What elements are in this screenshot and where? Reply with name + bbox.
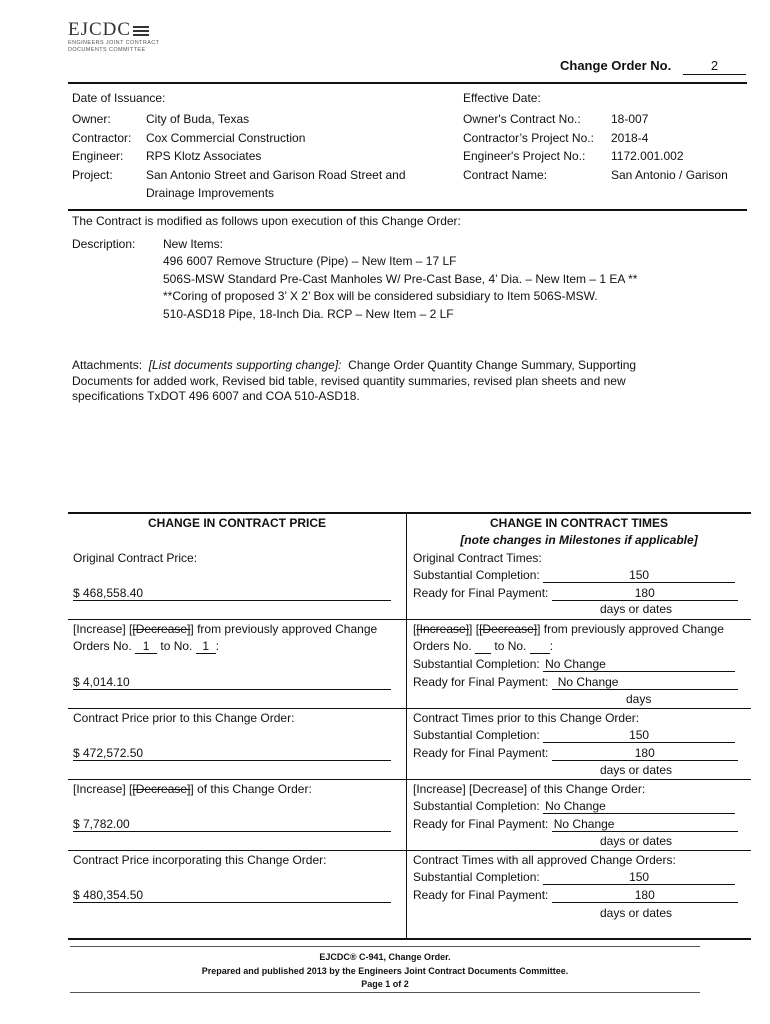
times-prev-days: days bbox=[626, 692, 652, 706]
milestones-note: [note changes in Milestones if applicable] bbox=[460, 533, 698, 547]
times-prev-substantial-value: No Change bbox=[543, 657, 735, 672]
contract-name-value: San Antonio / Garison bbox=[611, 168, 728, 182]
times-this-decrease: [Decrease] bbox=[469, 782, 528, 796]
contract-price-heading: CHANGE IN CONTRACT PRICE bbox=[147, 516, 326, 530]
times-orig-days-or-dates: days or dates bbox=[600, 602, 673, 616]
price-incorporating-underline bbox=[73, 902, 391, 903]
price-prev-change-line: [Increase] [[Decrease]] from previously approved Change bbox=[73, 622, 378, 636]
times-this-substantial-label: Substantial Completion: bbox=[413, 799, 540, 813]
times-this-final-value: No Change bbox=[552, 817, 738, 832]
description-line-4: **Coring of proposed 3’ X 2’ Box will be considered subsidiary to Item 506S-MSW. bbox=[163, 289, 598, 303]
table-row-separator-1 bbox=[68, 619, 751, 620]
times-prior-final-value: 180 bbox=[552, 746, 738, 761]
times-orig-final-value: 180 bbox=[552, 586, 738, 601]
price-this-change-line: [Increase] [[Decrease]] of this Change Order: bbox=[73, 782, 312, 796]
attachments-hint: [List documents supporting change]: bbox=[148, 358, 342, 372]
attachments-label: Attachments: bbox=[72, 358, 143, 372]
times-prior-days-or-dates: days or dates bbox=[600, 763, 673, 777]
project-label: Project: bbox=[72, 168, 113, 182]
times-this-label: of this Change Order: bbox=[530, 782, 646, 796]
original-price-label: Original Contract Price: bbox=[73, 551, 198, 565]
times-prior-final-row bbox=[413, 745, 738, 761]
times-prev-increase: [Increase] bbox=[416, 622, 470, 636]
original-price-underline bbox=[73, 600, 391, 601]
times-with-substantial-label: Substantial Completion: bbox=[413, 870, 540, 884]
times-orders-to bbox=[530, 639, 550, 654]
footer-line-1: EJCDC® C-941, Change Order. bbox=[319, 952, 451, 962]
price-this-increase: [Increase] bbox=[73, 782, 126, 796]
description-label: Description: bbox=[72, 237, 136, 251]
change-table-top-rule bbox=[68, 512, 751, 514]
times-prev-final-value: No Change bbox=[552, 675, 738, 690]
ejcdc-logo bbox=[68, 20, 159, 54]
description-line-3: 506S-MSW Standard Pre-Cast Manholes W/ Pre-Cast Base, 4’ Dia. – New Item – 1 EA ** bbox=[163, 272, 638, 286]
times-orig-substantial-label: Substantial Completion: bbox=[413, 568, 540, 582]
times-with-final-value: 180 bbox=[552, 888, 738, 903]
logo-bars-icon bbox=[133, 24, 149, 38]
price-prior-label: Contract Price prior to this Change Order: bbox=[73, 711, 295, 725]
times-this-final-label: Ready for Final Payment: bbox=[413, 817, 549, 831]
times-this-increase: [Increase] bbox=[413, 782, 466, 796]
engineer-project-value: 1172.001.002 bbox=[611, 149, 684, 163]
price-this-decrease: [Decrease] bbox=[132, 782, 191, 796]
table-row-separator-4 bbox=[68, 850, 751, 851]
engineer-project-label: Engineer's Project No.: bbox=[463, 149, 586, 163]
times-original-label: Original Contract Times: bbox=[413, 551, 542, 565]
attachments-text-1: Change Order Quantity Change Summary, Supporting bbox=[348, 358, 637, 372]
times-orders-line: Orders No. to No. : bbox=[413, 639, 554, 653]
price-prev-text: from previously approved Change bbox=[197, 622, 378, 636]
change-table-bottom-rule bbox=[68, 938, 751, 940]
info-rule bbox=[68, 209, 747, 211]
price-orders-to-label: to No. bbox=[160, 639, 193, 653]
contract-modified-text: The Contract is modified as follows upon execution of this Change Order: bbox=[72, 214, 461, 228]
times-with-substantial-row bbox=[413, 869, 735, 885]
logo-sub1: ENGINEERS JOINT CONTRACT bbox=[68, 40, 160, 46]
price-orders-line: Orders No. 1 to No. 1 : bbox=[73, 639, 220, 653]
original-price-value: $ 468,558.40 bbox=[73, 586, 144, 600]
header-rule bbox=[68, 82, 747, 84]
times-this-substantial-row bbox=[413, 798, 735, 814]
contractor-label: Contractor: bbox=[72, 131, 132, 145]
times-prior-substantial-row bbox=[413, 727, 735, 743]
owner-contract-value: 18-007 bbox=[611, 112, 649, 126]
price-this-label: of this Change Order: bbox=[197, 782, 312, 796]
contractor-project-label: Contractor’s Project No.: bbox=[463, 131, 594, 145]
times-orig-final-label: Ready for Final Payment: bbox=[413, 586, 549, 600]
times-prev-decrease: [Decrease] bbox=[479, 622, 538, 636]
change-order-number: 2 bbox=[683, 58, 746, 75]
times-prev-final-row bbox=[413, 674, 738, 690]
engineer-value: RPS Klotz Associates bbox=[146, 149, 262, 163]
times-with-final-row bbox=[413, 887, 738, 903]
project-value-line2: Drainage Improvements bbox=[146, 186, 275, 200]
effective-date-label: Effective Date: bbox=[463, 91, 541, 105]
date-of-issuance-label: Date of Issuance: bbox=[72, 91, 166, 105]
price-prev-decrease: [Decrease] bbox=[132, 622, 191, 636]
footer-line-2: Prepared and published 2013 by the Engineers Joint Contract Documents Committee. bbox=[201, 966, 569, 976]
times-prev-final-label: Ready for Final Payment: bbox=[413, 675, 549, 689]
description-line-1: New Items: bbox=[163, 237, 224, 251]
times-orig-substantial-row bbox=[413, 567, 735, 583]
attachments-text-2: Documents for added work, Revised bid table, revised quantity summaries, revised plan sheets and new bbox=[72, 374, 626, 388]
times-this-days-or-dates: days or dates bbox=[600, 834, 673, 848]
price-incorporating-value: $ 480,354.50 bbox=[73, 888, 144, 902]
contractor-project-value: 2018-4 bbox=[611, 131, 649, 145]
times-orig-substantial-value: 150 bbox=[543, 568, 735, 583]
times-this-change-line bbox=[413, 781, 645, 797]
change-table-divider bbox=[406, 513, 407, 938]
logo-mark: EJCDC bbox=[68, 19, 132, 40]
times-with-days-or-dates: days or dates bbox=[600, 906, 673, 920]
contract-times-heading: CHANGE IN CONTRACT TIMES bbox=[490, 516, 668, 530]
change-order-label: Change Order No. bbox=[560, 58, 672, 73]
times-orders-to-label: to No. bbox=[494, 639, 527, 653]
times-this-final-row bbox=[413, 816, 738, 832]
times-this-substantial-value: No Change bbox=[543, 799, 735, 814]
price-orders-to: 1 bbox=[196, 639, 216, 654]
owner-contract-label: Owner's Contract No.: bbox=[463, 112, 581, 126]
description-line-5: 510-ASD18 Pipe, 18-Inch Dia. RCP – New Item – 2 LF bbox=[163, 307, 454, 321]
footer-bottom-rule bbox=[70, 992, 700, 993]
logo-sub2: DOCUMENTS COMMITTEE bbox=[68, 47, 146, 53]
times-orig-final-row bbox=[413, 585, 738, 601]
engineer-label: Engineer: bbox=[72, 149, 124, 163]
price-prior-value: $ 472,572.50 bbox=[73, 746, 144, 760]
attachments-text-3: specifications TxDOT 496 6007 and COA 510-ASD18. bbox=[72, 389, 360, 403]
times-prev-change-line: [[Increase]] [[Decrease]] from previously approved Change bbox=[413, 622, 724, 636]
price-orders-from: 1 bbox=[135, 639, 157, 654]
contractor-value: Cox Commercial Construction bbox=[146, 131, 306, 145]
table-row-separator-2 bbox=[68, 708, 751, 709]
times-with-substantial-value: 150 bbox=[543, 870, 735, 885]
times-prior-label: Contract Times prior to this Change Order: bbox=[413, 711, 640, 725]
attachments-line-1 bbox=[72, 357, 636, 373]
footer-page-number: Page 1 of 2 bbox=[361, 979, 409, 989]
price-prior-underline bbox=[73, 760, 391, 761]
times-prev-substantial-row bbox=[413, 656, 735, 672]
owner-value: City of Buda, Texas bbox=[146, 112, 250, 126]
price-incorporating-label: Contract Price incorporating this Change Order: bbox=[73, 853, 327, 867]
times-prior-substantial-value: 150 bbox=[543, 728, 735, 743]
times-prior-final-label: Ready for Final Payment: bbox=[413, 746, 549, 760]
times-prev-text: from previously approved Change bbox=[543, 622, 724, 636]
times-with-label: Contract Times with all approved Change Orders: bbox=[413, 853, 676, 867]
price-this-amount: $ 7,782.00 bbox=[73, 817, 130, 831]
price-prev-underline bbox=[73, 689, 391, 690]
times-prior-substantial-label: Substantial Completion: bbox=[413, 728, 540, 742]
price-prev-increase: [Increase] bbox=[73, 622, 126, 636]
table-row-separator-3 bbox=[68, 779, 751, 780]
price-orders-label: Orders No. bbox=[73, 639, 132, 653]
times-orders-label: Orders No. bbox=[413, 639, 472, 653]
times-prev-substantial-label: Substantial Completion: bbox=[413, 657, 540, 671]
description-line-2: 496 6007 Remove Structure (Pipe) – New Item – 17 LF bbox=[163, 254, 457, 268]
times-with-final-label: Ready for Final Payment: bbox=[413, 888, 549, 902]
contract-name-label: Contract Name: bbox=[463, 168, 548, 182]
times-orders-from bbox=[475, 639, 491, 654]
owner-label: Owner: bbox=[72, 112, 111, 126]
price-this-underline bbox=[73, 831, 391, 832]
footer-top-rule bbox=[70, 946, 700, 947]
price-prev-amount: $ 4,014.10 bbox=[73, 675, 130, 689]
project-value-line1: San Antonio Street and Garison Road Street and bbox=[146, 168, 406, 182]
